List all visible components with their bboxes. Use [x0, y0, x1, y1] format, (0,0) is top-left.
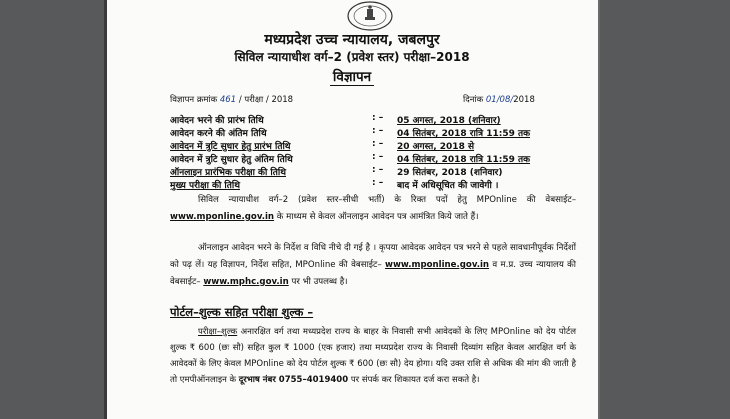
- schedule-separator: : –: [372, 113, 384, 123]
- instructions-paragraph: ऑनलाइन आवेदन भरने के निर्देश व विधि नीचे दी गई है । कृपया आवेदक आवेदन पत्र भरने से पहले सावधानीपूर्वक निर्देशों को पढ़ लें। यह विज्ञापन, निर्देश सहित, MPOnline की वेबसाईट– www.mponline.gov.in व म.प्र. उच्च न्यायालय की वेबसाईट– www.mphc.gov.in पर भी उपलब्ध है।: [170, 243, 577, 287]
- schedule-value: 05 अगस्त, 2018 (शनिवार): [397, 116, 501, 126]
- fee-section-title: पोर्टल–शुल्क सहित परीक्षा शुल्क –: [170, 305, 314, 319]
- helpline-number: दूरभाष नंबर 0755–4019400: [238, 375, 349, 385]
- intro-paragraph: सिविल न्यायाधीश वर्ग–2 (प्रवेश स्तर–सीधी भर्ती) के रिक्त पदों हेतु MPOnline की वेबसाईट– www.mponline.gov.in के माध्यम से केवल ऑनलाइन आवेदन पत्र आमंत्रित किये जाते हैं।: [170, 195, 576, 222]
- fee-paragraph: परीक्षा–शुल्क अनारक्षित वर्ग तथा मध्यप्रदेश राज्य के बाहर के निवासी सभी आवेदकों के लिए MPOnline को देय पोर्टल शुल्क ₹ 600 (छः सौ) सहित कुल ₹ 1000 (एक हजार) तथा मध्यप्रदेश राज्य के निवासी दिव्यांग सहित केवल आरक्षित वर्ग के आवेदकों के लिए केवल MPOnline को देय पोर्टल शुल्क ₹ 600 (छः सौ) देय होगा। यदि उक्त राशि से अधिक की मांग की जाती है तो एमपीऑनलाइन के दूरभाष नंबर 0755–4019400 पर संपर्क कर शिकायत दर्ज करा सकते है।: [170, 327, 576, 385]
- notice-page: [104, 0, 600, 419]
- schedule-label: आवेदन भरने की प्रारंभ तिथि: [170, 116, 264, 126]
- schedule-separator: : –: [372, 139, 384, 149]
- schedule-label: ऑनलाइन प्रारंभिक परीक्षा की तिथि: [170, 168, 286, 178]
- schedule-separator: : –: [372, 126, 384, 136]
- schedule-separator: : –: [372, 178, 384, 188]
- schedule-value: 29 सितंबर, 2018 (शनिवार): [397, 168, 503, 178]
- notice-reference: विज्ञापन क्रमांक 461 / परीक्षा / 2018: [170, 95, 294, 105]
- schedule-value: 20 अगस्त, 2018 से: [397, 142, 475, 152]
- court-seal-icon: [346, 1, 394, 31]
- mphc-link[interactable]: www.mphc.gov.in: [203, 277, 289, 287]
- schedule-value: 04 सितंबर, 2018 रात्रि 11:59 तक: [397, 129, 531, 139]
- schedule-label: मुख्य परीक्षा की तिथि: [170, 181, 240, 191]
- reference-number: 461: [219, 95, 237, 105]
- schedule-separator: : –: [372, 152, 384, 162]
- schedule-label: आवेदन में त्रुटि सुधार हेतु अंतिम तिथि: [170, 155, 293, 165]
- schedule-separator: : –: [372, 165, 384, 175]
- schedule-label: आवेदन करने की अंतिम तिथि: [170, 129, 267, 139]
- court-title: मध्यप्रदेश उच्च न्यायालय, जबलपुर: [264, 32, 440, 48]
- schedule-value: बाद में अधिसूचित की जावेगी ।: [397, 181, 499, 191]
- schedule-label: आवेदन में त्रुटि सुधार हेतु प्रारंभ तिथि: [170, 142, 291, 152]
- notice-heading: विज्ञापन: [104, 67, 600, 85]
- schedule-value: 04 सितंबर, 2018 रात्रि 11:59 तक: [397, 155, 531, 165]
- mponline-link[interactable]: www.mponline.gov.in: [170, 212, 275, 222]
- notice-date: दिनांक 01/08/2018: [463, 95, 535, 105]
- mponline-link[interactable]: www.mponline.gov.in: [385, 260, 490, 270]
- exam-title: सिविल न्यायाधीश वर्ग–2 (प्रवेश स्तर) परीक्षा–2018: [234, 50, 470, 64]
